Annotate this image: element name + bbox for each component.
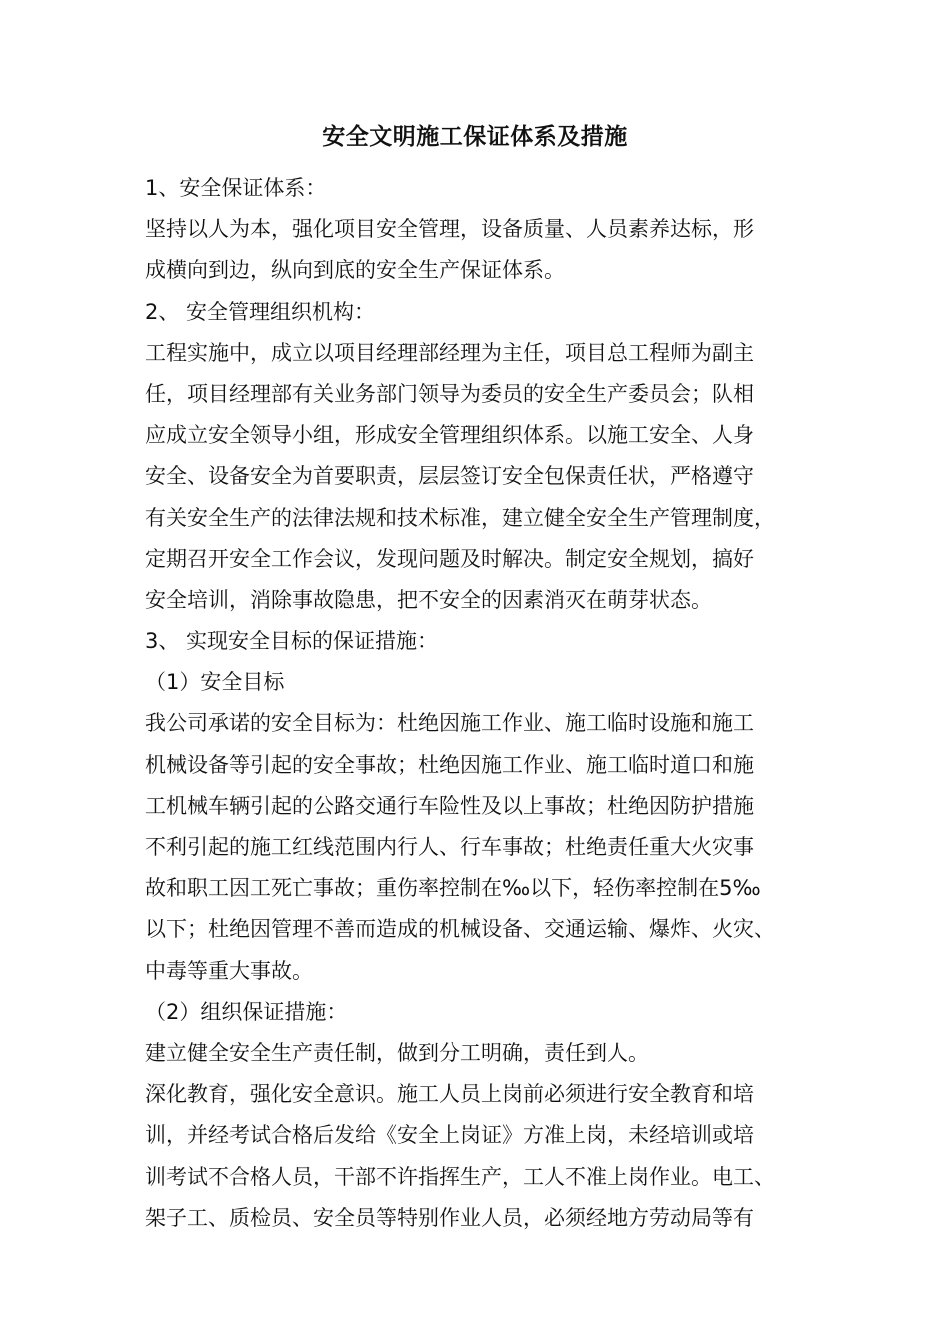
text-line: 任，项目经理部有关业务部门领导为委员的安全生产委员会；队相 [145, 381, 754, 406]
document-body [145, 168, 805, 1239]
text-line: 建立健全安全生产责任制，做到分工明确，责任到人。 [145, 1040, 649, 1065]
text-line: 安全、设备安全为首要职责，层层签订安全包保责任状，严格遵守 [145, 464, 754, 489]
text-line: 定期召开安全工作会议，发现问题及时解决。制定安全规划，搞好 [145, 546, 754, 571]
text-line: 应成立安全领导小组，形成安全管理组织体系。以施工安全、人身 [145, 423, 754, 448]
text-line: 机械设备等引起的安全事故；杜绝因施工作业、施工临时道口和施 [145, 752, 754, 777]
text-line: 中毒等重大事故。 [145, 958, 313, 983]
text-line: 工机械车辆引起的公路交通行车险性及以上事故；杜绝因防护措施 [145, 793, 754, 818]
text-line: 成横向到边，纵向到底的安全生产保证体系。 [145, 258, 565, 283]
text-line: 我公司承诺的安全目标为：杜绝因施工作业、施工临时设施和施工 [145, 711, 754, 736]
text-line: 深化教育，强化安全意识。施工人员上岗前必须进行安全教育和培 [145, 1082, 754, 1107]
text-line: 架子工、质检员、安全员等特别作业人员，必须经地方劳动局等有 [145, 1205, 754, 1230]
text-line: 故和职工因工死亡事故；重伤率控制在‰以下，轻伤率控制在5‰ [145, 876, 761, 901]
text-line: 不利引起的施工红线范围内行人、行车事故；杜绝责任重大火灾事 [145, 835, 754, 859]
text-line: 有关安全生产的法律法规和技术标准，建立健全安全生产管理制度， [145, 505, 775, 530]
text-line: 以下；杜绝因管理不善而造成的机械设备、交通运输、爆炸、火灾、 [145, 917, 775, 942]
document-title: 安全文明施工保证体系及措施 [322, 124, 628, 150]
text-line: 工程实施中，成立以项目经理部经理为主任，项目总工程师为副主 [145, 340, 754, 365]
text-line: 训考试不合格人员，干部不许指挥生产，工人不准上岗作业。电工、 [145, 1164, 775, 1189]
text-line: 2、 安全管理组织机构： [145, 299, 376, 324]
text-line: 训，并经考试合格后发给《安全上岗证》方准上岗，未经培训或培 [145, 1123, 754, 1148]
text-line: 坚持以人为本，强化项目安全管理，设备质量、人员素养达标，形 [145, 217, 754, 242]
text-line: 3、 实现安全目标的保证措施： [145, 629, 439, 654]
text-line: 1、安全保证体系： [145, 176, 327, 200]
text-line: （1）安全目标 [145, 670, 285, 695]
text-line: （2）组织保证措施： [145, 999, 348, 1024]
text-line: 安全培训，消除事故隐患，把不安全的因素消灭在萌芽状态。 [145, 587, 712, 612]
